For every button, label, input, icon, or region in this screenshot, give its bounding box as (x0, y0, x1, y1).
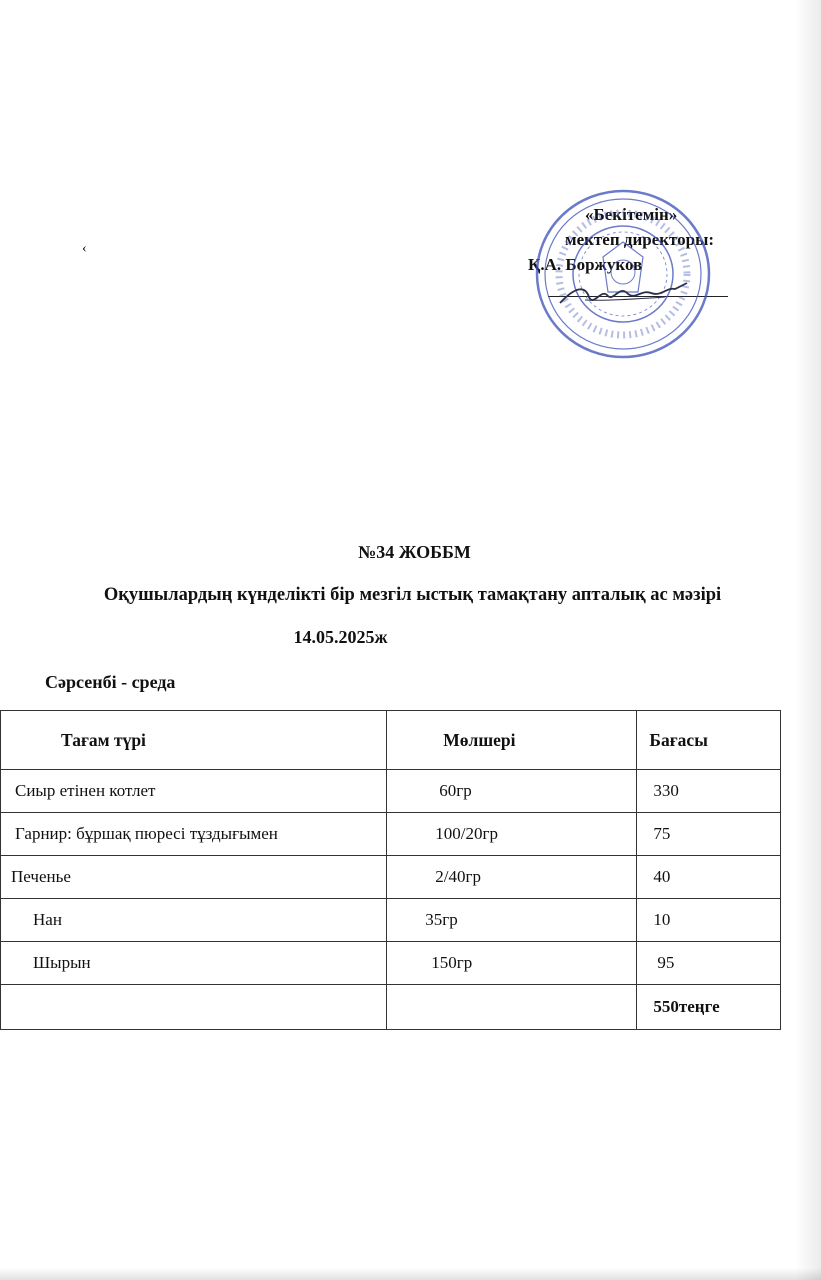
dish-name: Нан (33, 910, 62, 929)
price-cell (637, 813, 781, 856)
approval-title: «Бекітемін» (585, 205, 678, 224)
header-dish-label: Тағам түрі (61, 729, 146, 750)
approval-position: мектеп директоры: (565, 230, 715, 249)
menu-date: 14.05.2025ж (293, 627, 388, 647)
page-edge-shadow (795, 0, 821, 1280)
table-header-row (1, 711, 781, 770)
menu-title: Оқушылардың күнделікті бір мезгіл ыстық тамақтану апталық ас мәзірі (103, 585, 722, 605)
table-row (1, 899, 781, 942)
dish-cell (1, 813, 387, 856)
dish-cell (1, 942, 387, 985)
menu-table (0, 710, 781, 1030)
price-cell (637, 770, 781, 813)
dish-name: Гарнир: бұршақ пюресі тұздығымен (15, 824, 278, 843)
dish-name: Шырын (33, 953, 91, 972)
total-cell (637, 985, 781, 1030)
dish-cell (1, 899, 387, 942)
header-dish (1, 711, 387, 770)
price-cell (637, 856, 781, 899)
header-price-label: Бағасы (649, 729, 708, 750)
dish-amount: 35гр (425, 910, 458, 929)
page-bottom-shadow (0, 1268, 821, 1280)
dish-cell (1, 856, 387, 899)
weekday: Сәрсенбі - среда (45, 672, 176, 692)
amount-cell (387, 856, 637, 899)
dish-price: 330 (653, 781, 679, 800)
total-empty-cell (387, 985, 637, 1030)
dish-price: 95 (657, 953, 675, 972)
dish-price: 75 (653, 824, 671, 843)
dish-name: Печенье (11, 867, 71, 886)
dish-cell (1, 770, 387, 813)
table-row (1, 942, 781, 985)
header-price (637, 711, 781, 770)
price-cell (637, 899, 781, 942)
dish-price: 10 (653, 910, 671, 929)
amount-cell (387, 942, 637, 985)
amount-cell (387, 770, 637, 813)
dish-amount: 150гр (431, 953, 473, 972)
school-name: №34 ЖОББМ (358, 542, 471, 562)
price-cell (637, 942, 781, 985)
dish-amount: 2/40гр (435, 867, 481, 886)
signature-icon (555, 275, 695, 315)
dish-amount: 60гр (439, 781, 472, 800)
dish-price: 40 (653, 867, 671, 886)
amount-cell (387, 813, 637, 856)
total-price: 550теңге (653, 997, 720, 1016)
header-amount (387, 711, 637, 770)
header-amount-label: Мөлшері (443, 729, 516, 750)
dish-name: Сиыр етінен котлет (15, 781, 156, 800)
approval-name: Қ.А. Боржуков (528, 255, 643, 274)
total-empty-cell (1, 985, 387, 1030)
table-row (1, 770, 781, 813)
total-row (1, 985, 781, 1030)
amount-cell (387, 899, 637, 942)
table-row (1, 856, 781, 899)
table-row (1, 813, 781, 856)
dish-amount: 100/20гр (435, 824, 498, 843)
stray-mark: ‹ (82, 241, 87, 256)
